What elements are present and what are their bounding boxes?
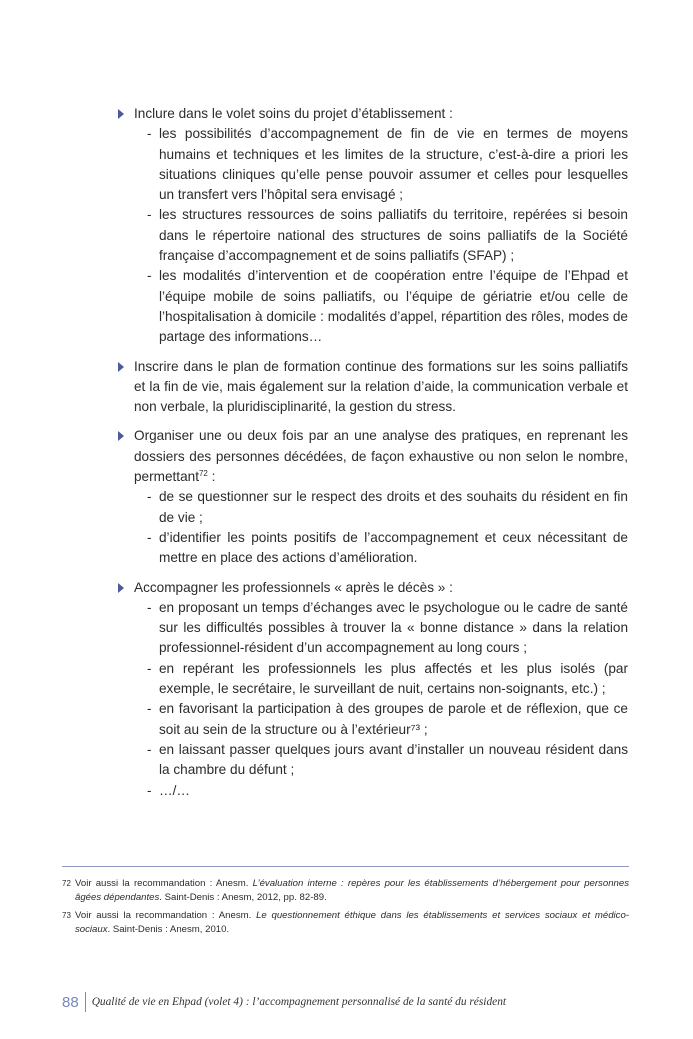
sub-list <box>134 487 628 568</box>
triangle-bullet-icon <box>118 583 124 593</box>
sub-list <box>134 124 628 347</box>
footnote-title: L’évaluation interne : repères pour les établissements d’hébergement pour personnes âgées dépendantes <box>75 878 629 903</box>
sub-item <box>134 205 628 266</box>
dash-icon: - <box>147 701 152 717</box>
sub-item <box>134 598 628 659</box>
dash-icon: - <box>147 529 152 545</box>
footnote-divider <box>62 866 629 867</box>
dash-icon: - <box>147 126 152 142</box>
bullet-item <box>118 104 628 348</box>
triangle-bullet-icon <box>118 109 124 119</box>
dash-icon: - <box>147 489 152 505</box>
sub-item-text: en proposant un temps d’échanges avec le psychologue ou le cadre de santé sur les difficultés possibles à trouver la « bonne distance » dans la relation professionnel-résident d’un accompagnement au long cours ; <box>159 599 628 656</box>
bullet-text-end: : <box>207 469 216 485</box>
dash-icon: - <box>147 660 152 676</box>
bullet-item <box>118 357 628 418</box>
sub-item <box>134 699 628 740</box>
footnote <box>62 909 629 937</box>
sub-item <box>134 266 628 347</box>
dash-icon: - <box>147 207 152 223</box>
dash-icon: - <box>147 268 152 284</box>
triangle-bullet-icon <box>118 362 124 372</box>
footnotes <box>62 877 629 941</box>
triangle-bullet-icon <box>118 431 124 441</box>
page-footer <box>62 990 506 1014</box>
sub-item-text: les modalités d’intervention et de coopération entre l’équipe de l’Ehpad et l’équipe mobile de soins palliatifs, ou l’équipe de gériatrie et/ou celle de l’hospitalisation à domicile : modalités d’appel, répartition des rôles, modes de partage des informations… <box>159 268 628 345</box>
sub-item <box>134 781 628 801</box>
running-title: Qualité de vie en Ehpad (volet 4) : l’accompagnement personnalisé de la santé du résident <box>91 996 507 1008</box>
sub-item-text: …/… <box>159 782 190 798</box>
bullet-text: Inclure dans le volet soins du projet d’établissement : <box>134 106 453 121</box>
bullet-item <box>118 426 628 568</box>
main-content <box>118 104 628 810</box>
sub-item <box>134 740 628 781</box>
sub-item-text: en favorisant la participation à des groupes de parole et de réflexion, que ce soit au sein de la structure ou à l’extérieur⁷³ ; <box>159 701 628 737</box>
bullet-text: Organiser une ou deux fois par an une analyse des pratiques, en reprenant les dossiers des personnes décédées, de façon exhaustive ou non selon le nombre, permettant <box>134 428 628 485</box>
sub-item-text: les possibilités d’accompagnement de fin de vie en termes de moyens humains et techniques et les limites de la structure, c’est-à-dire a priori les situations cliniques qu’elle pense pouvoir assumer et celles pour lesquelles un transfert vers l’hôpital sera envisagé ; <box>159 126 628 203</box>
page-number: 88 <box>62 993 79 1011</box>
footnote-number: 72 <box>62 879 71 888</box>
sub-item-text: les structures ressources de soins palliatifs du territoire, repérées si besoin dans le répertoire national des structures de soins palliatifs de la Société française d’accompagnement et de soins palliatifs (SFAP) ; <box>159 207 628 264</box>
sub-item-text: en laissant passer quelques jours avant d’installer un nouveau résident dans la chambre du défunt ; <box>159 741 628 778</box>
sub-item-text: de se questionner sur le respect des droits et des souhaits du résident en fin de vie ; <box>159 489 628 525</box>
footnote-pre: Voir aussi la recommandation : Anesm. <box>75 878 253 889</box>
footnote <box>62 877 629 905</box>
sub-item <box>134 487 628 528</box>
footnote-post: . Saint-Denis : Anesm, 2012, pp. 82-89. <box>159 892 327 903</box>
footnote-number: 73 <box>62 911 71 920</box>
sub-list <box>134 598 628 801</box>
footnote-post: . Saint-Denis : Anesm, 2010. <box>107 924 230 935</box>
sub-item <box>134 124 628 205</box>
sub-item-text: en repérant les professionnels les plus affectés et les plus isolés (par exemple, le secrétaire, le surveillant de nuit, certains non-soignants, etc.) ; <box>159 660 628 697</box>
dash-icon: - <box>147 741 152 757</box>
footer-divider <box>85 992 86 1012</box>
bullet-item <box>118 578 628 801</box>
sub-item <box>134 659 628 700</box>
bullet-text: Inscrire dans le plan de formation continue des formations sur les soins palliatifs et la fin de vie, mais également sur la relation d’aide, la communication verbale et non verbale, la pluridisciplinarité, la gestion du stress. <box>134 358 628 415</box>
sub-item <box>134 528 628 569</box>
footnote-ref[interactable]: 72 <box>198 469 208 479</box>
footnote-title: Le questionnement éthique dans les établissements et services sociaux et médico-sociaux <box>75 910 629 935</box>
sub-item-text: d’identifier les points positifs de l’accompagnement et ceux nécessitant de mettre en place des actions d’amélioration. <box>159 529 628 566</box>
dash-icon: - <box>147 782 152 798</box>
footnote-pre: Voir aussi la recommandation : Anesm. <box>75 910 257 921</box>
bullet-text: Accompagner les professionnels « après le décès » : <box>134 579 453 595</box>
dash-icon: - <box>147 599 152 615</box>
